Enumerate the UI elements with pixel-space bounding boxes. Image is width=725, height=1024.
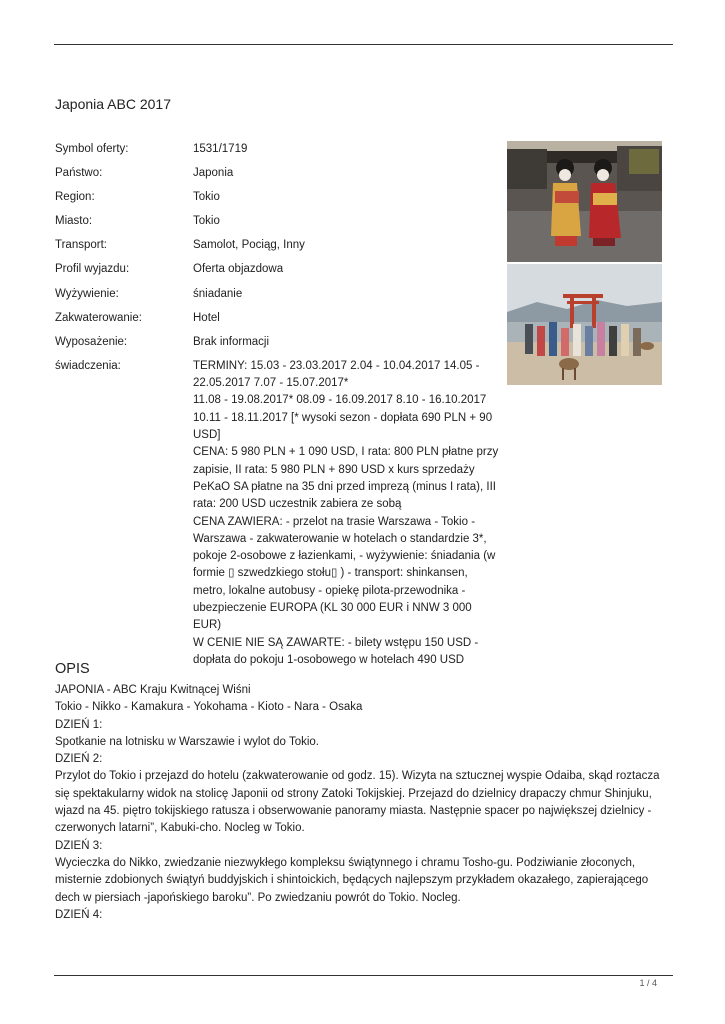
day-heading: DZIEŃ 4: — [55, 908, 103, 921]
field-label: Transport: — [55, 239, 107, 252]
field-label: Profil wyjazdu: — [55, 263, 130, 276]
day-text: Spotkanie na lotnisku w Warszawie i wylot do Tokio. — [55, 735, 319, 748]
opis-line: JAPONIA - ABC Kraju Kwitnącej Wiśni — [55, 684, 251, 696]
field-label: Miasto: — [55, 215, 93, 228]
field-row-profile — [55, 261, 505, 278]
field-value: Tokio — [193, 215, 220, 228]
field-row-city — [55, 213, 505, 230]
services-text — [193, 358, 499, 669]
field-row-meals — [55, 286, 505, 303]
opis-line: Tokio - Nikko - Kamakura - Yokohama - Kioto - Nara - Osaka — [55, 701, 363, 714]
field-value: Oferta objazdowa — [193, 263, 284, 276]
field-row-country — [55, 165, 505, 182]
offer-title: Japonia ABC 2017 — [55, 96, 171, 112]
offer-details — [55, 141, 505, 676]
field-row-symbol — [55, 141, 505, 158]
day-heading: DZIEŃ 1: — [55, 718, 103, 731]
services-includes: CENA ZAWIERA: - przelot na trasie Warszawa - Tokio - Warszawa - zakwaterowanie w hotelach o standardzie 3*, pokoje 2-osobowe z łazienkami, - wyżywienie: śniadania (w formie ▯ szwedzkiego stołu▯ ) - transport: shinkansen, metro, lokalne autobusy - opiekę pilota-przewodnika - ubezpieczenie EUROPA (KL 30 000 EUR i NNW 3 000 EUR) — [193, 515, 496, 632]
field-label: Wyżywienie: — [55, 287, 119, 300]
field-value: 1531/1719 — [193, 143, 248, 155]
field-value: Japonia — [193, 167, 234, 180]
field-row-region — [55, 189, 505, 206]
torii-group-photo — [507, 264, 662, 385]
geisha-photo — [507, 141, 662, 262]
page-number: 1 / 4 — [639, 978, 657, 988]
day-text: Wycieczka do Nikko, zwiedzanie niezwykłego kompleksu świątynnego i chramu Tosho-gu. Podziwianie złoconych, misternie zdobionych świątyń buddyjskich i shintoickich, będących najlepszym przykładem okazałego, zapierającego dech w piersiach -japońskiego baroku”. Po zwiedzaniu powrót do Tokio. Nocleg. — [55, 856, 649, 904]
field-value: Samolot, Pociąg, Inny — [193, 239, 305, 252]
field-value: Brak informacji — [193, 335, 270, 348]
field-row-equipment — [55, 334, 505, 351]
services-dates: TERMINY: 15.03 - 23.03.2017 2.04 - 10.04.2017 14.05 - 22.05.2017 7.07 - 15.07.2017* — [193, 359, 480, 390]
services-excludes: W CENIE NIE SĄ ZAWARTE: - bilety wstępu 150 USD - dopłata do pokoju 1-osobowego w hotelach 490 USD — [193, 636, 479, 666]
field-row-services — [55, 358, 505, 669]
field-label: Zakwaterowanie: — [55, 311, 142, 324]
opis-body — [55, 682, 675, 924]
opis-heading: OPIS — [55, 661, 90, 677]
day-heading: DZIEŃ 3: — [55, 839, 103, 852]
field-row-transport — [55, 237, 505, 254]
field-label: Wyposażenie: — [55, 335, 128, 348]
field-label: świadczenia: — [55, 359, 121, 372]
field-label: Państwo: — [55, 167, 103, 180]
bottom-rule — [54, 975, 673, 976]
field-label: Symbol oferty: — [55, 143, 129, 155]
field-value: Tokio — [193, 191, 220, 204]
services-dates-more: 11.08 - 19.08.2017* 08.09 - 16.09.2017 8.10 - 16.10.2017 10.11 - 18.11.2017 [* wysoki sezon - dopłata 690 PLN + 90 USD] — [193, 394, 493, 442]
day-heading: DZIEŃ 2: — [55, 753, 103, 766]
field-value: Hotel — [193, 311, 220, 324]
services-price: CENA: 5 980 PLN + 1 090 USD, I rata: 800 PLN płatne przy zapisie, II rata: 5 980 PLN + 890 USD x kurs sprzedaży PeKaO SA płatne na 35 dni przed imprezą (minus I rata), III rata: 200 USD uczestnik zabiera ze sobą — [193, 446, 499, 511]
field-value: śniadanie — [193, 287, 243, 300]
field-row-accommodation — [55, 310, 505, 327]
day-text: Przylot do Tokio i przejazd do hotelu (zakwaterowanie od godz. 15). Wizyta na sztucznej wyspie Odaiba, skąd roztacza się spektakularny widok na stolicę Japonii od strony Zatoki Tokijskiej. Przejazd do dzielnicy drapaczy chmur Shinjuku, wjazd na 45. piętro tokijskiego ratusza i obserwowanie panoramy miasta. Następnie spacer po największej dzielnicy -czerwonych latarni”, Kabuki-cho. Nocleg w Tokio. — [55, 770, 660, 835]
top-rule — [54, 44, 673, 45]
field-label: Region: — [55, 191, 95, 204]
